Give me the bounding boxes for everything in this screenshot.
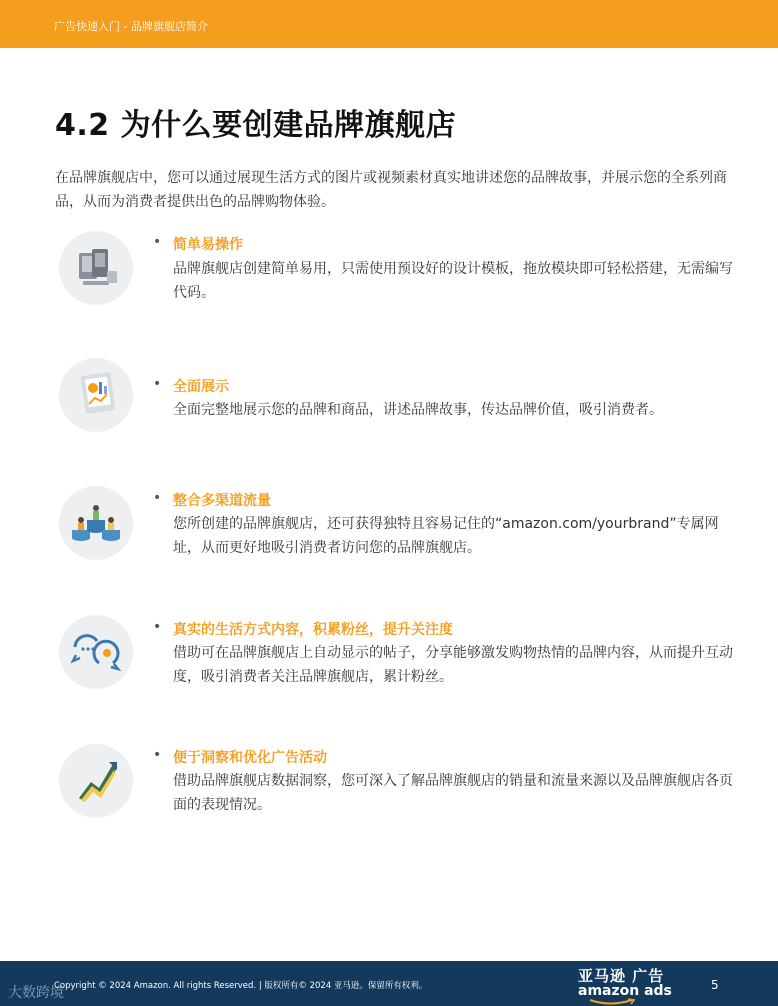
intro-paragraph: 在品牌旗舰店中，您可以通过展现生活方式的图片或视频素材真实地讲述您的品牌故事，并展示您的全系列商品，从而为消费者提供出色的品牌购物体验。 — [55, 170, 727, 210]
feature-item-showcase — [0, 356, 778, 456]
footer-bar — [0, 961, 778, 1006]
feature-item-traffic — [0, 484, 778, 584]
header-bar — [0, 0, 778, 48]
feature-item-easy — [0, 229, 778, 329]
feature-item-insights — [0, 742, 778, 842]
copyright-text: Copyright © 2024 Amazon. All rights Reserved. | 版权所有© 2024 亚马逊。保留所有权利。 — [54, 981, 428, 991]
page-number: 5 — [711, 978, 719, 992]
feature-title: 便于洞察和优化广告活动 — [173, 750, 327, 766]
feature-title: 全面展示 — [173, 379, 229, 395]
bullet-marker: • — [153, 376, 162, 392]
brand-logo-cn: 亚马逊 广告 — [578, 967, 665, 985]
breadcrumb: 广告快速入门 - 品牌旗舰店简介 — [54, 20, 208, 33]
feature-title: 整合多渠道流量 — [173, 493, 271, 509]
brand-logo-en: amazon ads — [578, 983, 672, 999]
chat-bubbles-icon — [59, 615, 133, 689]
people-pedestals-icon — [59, 486, 133, 560]
feature-title: 简单易操作 — [173, 237, 243, 253]
amazon-smile-icon — [588, 998, 638, 1006]
analytics-board-icon — [59, 358, 133, 432]
feature-description: 借助可在品牌旗舰店上自动显示的帖子，分享能够激发购物热情的品牌内容，从而提升互动度，吸引消费者关注品牌旗舰店，累计粉丝。 — [173, 645, 733, 685]
computer-icon — [59, 231, 133, 305]
feature-title: 真实的生活方式内容，积累粉丝，提升关注度 — [173, 622, 453, 638]
feature-description: 全面完整地展示您的品牌和商品，讲述品牌故事，传达品牌价值，吸引消费者。 — [173, 402, 663, 418]
feature-description: 您所创建的品牌旗舰店，还可获得独特且容易记住的“amazon.com/yourbrand”专属网址，从而更好地吸引消费者访问您的品牌旗舰店。 — [173, 516, 719, 556]
bullet-marker: • — [153, 619, 162, 635]
feature-description: 品牌旗舰店创建简单易用，只需使用预设好的设计模板，拖放模块即可轻松搭建，无需编写代码。 — [173, 261, 733, 301]
bullet-marker: • — [153, 234, 162, 250]
growth-chart-icon — [59, 744, 133, 818]
bullet-marker: • — [153, 490, 162, 506]
bullet-marker: • — [153, 747, 162, 763]
feature-description: 借助品牌旗舰店数据洞察，您可深入了解品牌旗舰店的销量和流量来源以及品牌旗舰店各页面的表现情况。 — [173, 773, 733, 813]
watermark: 大数跨境 — [8, 985, 64, 1001]
feature-item-lifestyle — [0, 613, 778, 713]
page-title: 4.2 为什么要创建品牌旗舰店 — [55, 108, 457, 143]
